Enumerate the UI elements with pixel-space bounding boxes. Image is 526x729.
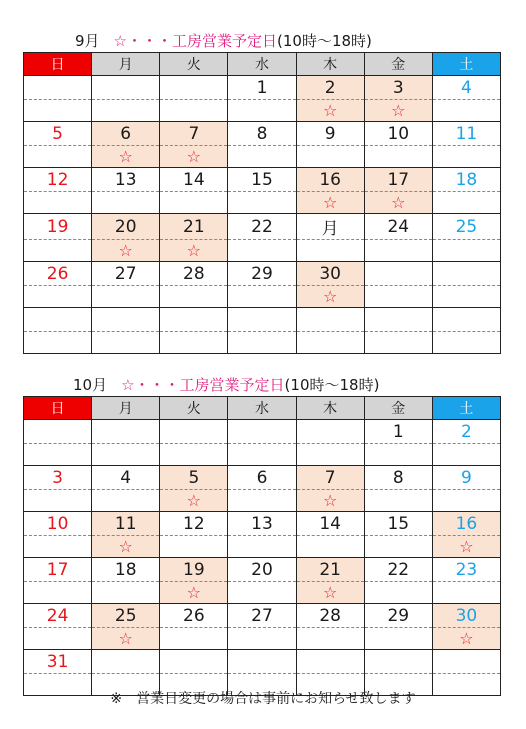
star-icon: ☆ (118, 629, 133, 648)
day-cell: 31 (24, 650, 92, 674)
month-label: 10月 (73, 376, 108, 394)
star-icon: ☆ (118, 147, 133, 166)
day-cell-blank (24, 332, 92, 354)
day-cell-blank (24, 100, 92, 122)
day-cell-blank (432, 582, 500, 604)
day-cell-blank (432, 444, 500, 466)
week-mark-row (24, 286, 501, 308)
day-cell: 30 (432, 604, 500, 628)
day-cell (296, 420, 364, 444)
day-cell-blank (160, 332, 228, 354)
day-cell (92, 76, 160, 100)
day-cell (160, 76, 228, 100)
day-cell: 6 (92, 122, 160, 146)
day-cell-blank (296, 240, 364, 262)
day-cell: 3 (364, 76, 432, 100)
day-cell: 26 (160, 604, 228, 628)
week-mark-row (24, 490, 501, 512)
day-cell: 20 (92, 214, 160, 240)
day-cell-blank (24, 536, 92, 558)
day-cell: 4 (432, 76, 500, 100)
day-cell-blank (364, 582, 432, 604)
day-cell: 13 (92, 168, 160, 192)
day-cell-blank (24, 286, 92, 308)
week-row (24, 650, 501, 674)
day-cell: 27 (228, 604, 296, 628)
star-icon: ☆ (322, 287, 338, 306)
open-day-marker (92, 146, 160, 168)
day-cell-blank (228, 192, 296, 214)
day-cell-blank (92, 444, 160, 466)
star-icon: ☆ (322, 583, 338, 602)
week-row (24, 466, 501, 490)
day-cell: 29 (228, 262, 296, 286)
weekday-header: 火 (160, 53, 228, 76)
september-title (23, 30, 501, 52)
day-cell (228, 308, 296, 332)
weekday-header-row (24, 53, 501, 76)
day-cell: 5 (160, 466, 228, 490)
star-icon: ☆ (459, 537, 474, 556)
day-cell-blank (92, 286, 160, 308)
day-cell-blank (24, 240, 92, 262)
open-day-marker (432, 628, 500, 650)
open-day-marker (364, 192, 432, 214)
star-icon: ☆ (391, 101, 406, 120)
day-cell-blank (24, 444, 92, 466)
week-row (24, 512, 501, 536)
day-cell: 17 (364, 168, 432, 192)
weekday-header: 日 (24, 53, 92, 76)
day-cell: 16 (432, 512, 500, 536)
day-cell: 23 (432, 558, 500, 582)
week-mark-row (24, 100, 501, 122)
open-day-marker (296, 286, 364, 308)
week-row (24, 308, 501, 332)
weekday-header: 木 (296, 397, 364, 420)
week-row (24, 214, 501, 240)
weekday-header: 水 (228, 53, 296, 76)
hours-text: (10時～18時) (284, 376, 380, 394)
day-cell: 2 (296, 76, 364, 100)
day-cell (24, 308, 92, 332)
week-row (24, 420, 501, 444)
day-cell-blank (24, 582, 92, 604)
day-cell: 17 (24, 558, 92, 582)
september-calendar (23, 30, 501, 354)
open-day-marker (92, 536, 160, 558)
weekday-header: 土 (432, 53, 500, 76)
day-cell-blank (364, 286, 432, 308)
open-day-marker (364, 100, 432, 122)
day-cell: 10 (364, 122, 432, 146)
day-cell-blank (364, 536, 432, 558)
day-cell: 30 (296, 262, 364, 286)
day-cell-blank (432, 192, 500, 214)
day-cell: 14 (160, 168, 228, 192)
day-cell (364, 308, 432, 332)
day-cell: 7 (296, 466, 364, 490)
day-cell-blank (296, 536, 364, 558)
day-cell-blank (432, 146, 500, 168)
day-cell-blank (160, 192, 228, 214)
star-icon: ☆ (186, 147, 202, 166)
day-cell: 24 (364, 214, 432, 240)
week-row (24, 262, 501, 286)
day-cell: 18 (92, 558, 160, 582)
day-cell-blank (432, 240, 500, 262)
day-cell (228, 650, 296, 674)
day-cell: 18 (432, 168, 500, 192)
day-cell (432, 308, 500, 332)
day-cell (92, 420, 160, 444)
day-cell-blank (364, 490, 432, 512)
day-cell-blank (364, 240, 432, 262)
weekday-header: 月 (92, 53, 160, 76)
day-cell-blank (160, 100, 228, 122)
day-cell (160, 420, 228, 444)
day-cell-blank (296, 332, 364, 354)
day-cell: 3 (24, 466, 92, 490)
star-icon: ☆ (118, 537, 133, 556)
day-cell-blank (160, 536, 228, 558)
day-cell: 11 (92, 512, 160, 536)
week-mark-row (24, 444, 501, 466)
star-icon: ☆ (186, 583, 202, 602)
day-cell-blank (364, 444, 432, 466)
day-cell-blank (92, 582, 160, 604)
open-day-marker (296, 100, 364, 122)
star-icon: ☆ (118, 241, 133, 260)
day-cell-blank (364, 146, 432, 168)
day-cell: 1 (228, 76, 296, 100)
week-mark-row (24, 332, 501, 354)
star-icon: ☆ (186, 241, 202, 260)
day-cell-blank (92, 192, 160, 214)
day-cell-blank (160, 286, 228, 308)
open-day-marker (92, 628, 160, 650)
day-cell: 21 (160, 214, 228, 240)
day-cell (364, 650, 432, 674)
day-cell: 19 (24, 214, 92, 240)
day-cell: 月 (296, 214, 364, 240)
day-cell: 9 (296, 122, 364, 146)
day-cell-blank (296, 628, 364, 650)
day-cell (24, 76, 92, 100)
day-cell-blank (296, 146, 364, 168)
day-cell (92, 650, 160, 674)
week-mark-row (24, 192, 501, 214)
week-row (24, 558, 501, 582)
weekday-header: 水 (228, 397, 296, 420)
weekday-header: 日 (24, 397, 92, 420)
day-cell: 13 (228, 512, 296, 536)
october-grid (23, 396, 501, 696)
day-cell-blank (92, 332, 160, 354)
day-cell-blank (432, 286, 500, 308)
weekday-header-row (24, 397, 501, 420)
day-cell: 9 (432, 466, 500, 490)
day-cell: 28 (296, 604, 364, 628)
day-cell (296, 308, 364, 332)
day-cell: 8 (364, 466, 432, 490)
day-cell (24, 420, 92, 444)
schedule-change-note: ※ 営業日変更の場合は事前にお知らせ致します (110, 691, 416, 707)
october-title (23, 374, 501, 396)
day-cell-blank (228, 490, 296, 512)
day-cell: 15 (364, 512, 432, 536)
week-mark-row (24, 628, 501, 650)
open-day-marker (92, 240, 160, 262)
legend-text: ☆・・・工房営業予定日 (121, 376, 285, 394)
weekday-header: 木 (296, 53, 364, 76)
day-cell-blank (24, 192, 92, 214)
week-row (24, 604, 501, 628)
day-cell: 16 (296, 168, 364, 192)
day-cell: 22 (228, 214, 296, 240)
day-cell-blank (432, 332, 500, 354)
day-cell-blank (228, 240, 296, 262)
day-cell: 21 (296, 558, 364, 582)
day-cell: 25 (92, 604, 160, 628)
day-cell-blank (160, 444, 228, 466)
day-cell: 27 (92, 262, 160, 286)
day-cell-blank (364, 332, 432, 354)
day-cell-blank (228, 286, 296, 308)
star-icon: ☆ (391, 193, 406, 212)
september-weeks (24, 76, 501, 354)
day-cell: 29 (364, 604, 432, 628)
weekday-header: 月 (92, 397, 160, 420)
day-cell-blank (228, 536, 296, 558)
open-day-marker (160, 490, 228, 512)
star-icon: ☆ (322, 101, 338, 120)
day-cell-blank (160, 628, 228, 650)
day-cell-blank (228, 332, 296, 354)
day-cell-blank (24, 490, 92, 512)
day-cell-blank (24, 146, 92, 168)
hours-text: (10時～18時) (277, 32, 372, 50)
day-cell: 8 (228, 122, 296, 146)
day-cell-blank (296, 444, 364, 466)
day-cell: 28 (160, 262, 228, 286)
weekday-header: 土 (432, 397, 500, 420)
open-day-marker (160, 146, 228, 168)
week-row (24, 76, 501, 100)
day-cell: 14 (296, 512, 364, 536)
week-row (24, 168, 501, 192)
day-cell-blank (228, 628, 296, 650)
day-cell: 7 (160, 122, 228, 146)
star-icon: ☆ (459, 629, 474, 648)
day-cell: 24 (24, 604, 92, 628)
day-cell: 4 (92, 466, 160, 490)
day-cell: 1 (364, 420, 432, 444)
week-mark-row (24, 582, 501, 604)
day-cell-blank (228, 444, 296, 466)
day-cell: 25 (432, 214, 500, 240)
week-mark-row (24, 240, 501, 262)
day-cell (364, 262, 432, 286)
day-cell: 2 (432, 420, 500, 444)
day-cell-blank (432, 490, 500, 512)
legend-text: ☆・・・工房営業予定日 (113, 32, 277, 50)
day-cell: 11 (432, 122, 500, 146)
october-calendar (23, 374, 501, 696)
day-cell: 5 (24, 122, 92, 146)
day-cell: 12 (24, 168, 92, 192)
day-cell-blank (24, 628, 92, 650)
day-cell: 12 (160, 512, 228, 536)
day-cell-blank (228, 100, 296, 122)
day-cell-blank (92, 490, 160, 512)
day-cell (92, 308, 160, 332)
day-cell (160, 650, 228, 674)
star-icon: ☆ (322, 193, 338, 212)
open-day-marker (296, 490, 364, 512)
open-day-marker (160, 582, 228, 604)
week-mark-row (24, 536, 501, 558)
day-cell-blank (228, 146, 296, 168)
day-cell (228, 420, 296, 444)
day-cell: 19 (160, 558, 228, 582)
day-cell (296, 650, 364, 674)
day-cell (432, 262, 500, 286)
open-day-marker (432, 536, 500, 558)
weekday-header: 金 (364, 53, 432, 76)
day-cell-blank (92, 100, 160, 122)
star-icon: ☆ (186, 491, 202, 510)
day-cell: 10 (24, 512, 92, 536)
september-grid (23, 52, 501, 354)
day-cell: 6 (228, 466, 296, 490)
month-label: 9月 (75, 32, 100, 50)
week-row (24, 122, 501, 146)
weekday-header: 火 (160, 397, 228, 420)
day-cell (432, 650, 500, 674)
day-cell-blank (228, 582, 296, 604)
day-cell (160, 308, 228, 332)
day-cell: 20 (228, 558, 296, 582)
day-cell: 22 (364, 558, 432, 582)
october-weeks (24, 420, 501, 696)
open-day-marker (296, 192, 364, 214)
open-day-marker (160, 240, 228, 262)
day-cell-blank (432, 100, 500, 122)
week-mark-row (24, 146, 501, 168)
day-cell: 15 (228, 168, 296, 192)
open-day-marker (296, 582, 364, 604)
day-cell: 26 (24, 262, 92, 286)
weekday-header: 金 (364, 397, 432, 420)
star-icon: ☆ (322, 491, 338, 510)
day-cell-blank (364, 628, 432, 650)
